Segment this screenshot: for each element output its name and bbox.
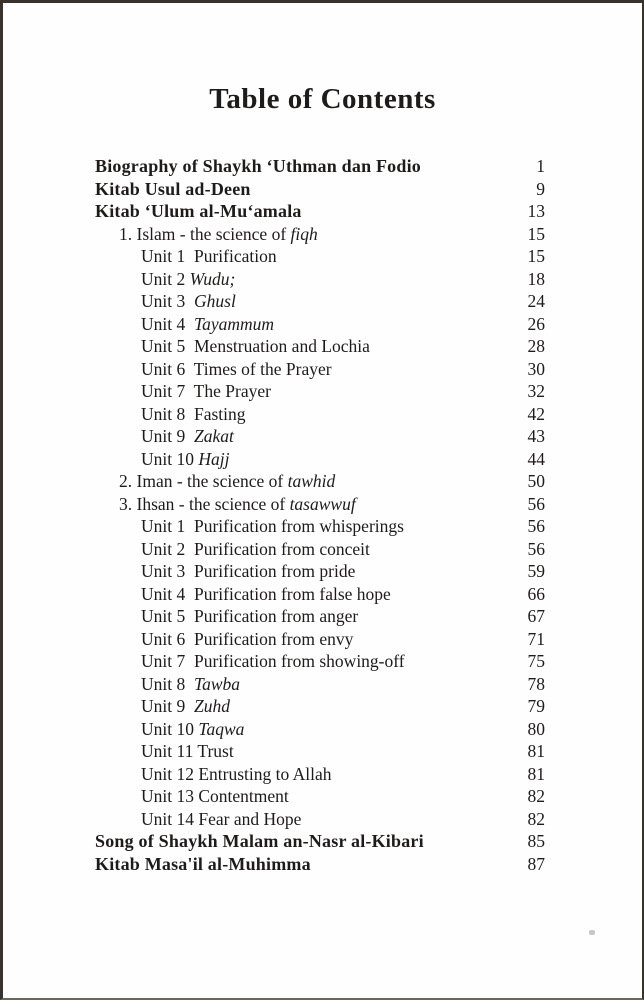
- toc-entry-term-italic: Taqwa: [198, 718, 245, 739]
- toc-row: [95, 380, 545, 403]
- toc-entry-term-italic: Tawba: [194, 673, 241, 694]
- toc-row: [95, 493, 545, 516]
- toc-entry-label: Biography of Shaykh ‘Uthman dan Fodio: [95, 156, 421, 176]
- toc-entry-page: 80: [527, 718, 545, 739]
- toc-row: [95, 583, 545, 606]
- toc-entry-page: 9: [536, 178, 545, 199]
- toc-entry-label: Unit 1 Purification from whisperings: [141, 516, 404, 536]
- toc-entry-page: 26: [527, 313, 545, 334]
- toc-entry-page: 82: [527, 808, 545, 829]
- toc-entry-page: 79: [527, 696, 545, 716]
- toc-entry-term-italic: Tayammum: [194, 313, 275, 334]
- toc-row: [95, 673, 545, 696]
- toc-row: [95, 470, 545, 493]
- toc-row: [95, 628, 545, 651]
- toc-entry-label: 1. Islam - the science of fiqh: [119, 223, 318, 244]
- toc-entry-label: Unit 2 Wudu;: [141, 268, 236, 289]
- toc-row: [95, 718, 545, 741]
- toc-entry-label: Unit 14 Fear and Hope: [141, 808, 302, 829]
- toc-row: [95, 403, 545, 426]
- toc-entry-term-italic: fiqh: [290, 223, 318, 244]
- toc-entry-term-italic: Hajj: [198, 448, 230, 469]
- toc-entry-label: Unit 5 Purification from anger: [141, 606, 359, 626]
- toc-entry-label: 2. Iman - the science of tawhid: [119, 471, 336, 491]
- toc-row: [95, 335, 545, 358]
- toc-entry-page: 15: [527, 223, 545, 244]
- toc-entry-page: 81: [527, 741, 545, 761]
- toc-entry-label: Unit 3 Ghusl: [141, 291, 236, 311]
- toc-entry-term-italic: tasawwuf: [289, 493, 356, 514]
- toc-row: [95, 313, 545, 336]
- toc-entry-page: 44: [527, 448, 545, 469]
- toc-entry-page: 30: [527, 358, 545, 379]
- toc-entry-label: Unit 4 Purification from false hope: [141, 583, 391, 604]
- toc-entry-page: 81: [527, 763, 545, 784]
- toc-entry-page: 82: [527, 786, 545, 806]
- scan-artifact: [589, 930, 595, 935]
- toc-entry-term-italic: Zakat: [194, 426, 234, 446]
- toc-row: [95, 560, 545, 583]
- toc-row: [95, 853, 545, 876]
- toc-entry-page: 13: [527, 201, 545, 221]
- toc-entry-label: Unit 9 Zuhd: [141, 696, 230, 716]
- toc-entry-page: 66: [527, 583, 545, 604]
- toc-entry-label: Unit 8 Fasting: [141, 403, 246, 424]
- toc-entry-page: 75: [527, 651, 545, 671]
- toc-entry-page: 59: [527, 561, 545, 581]
- toc-row: [95, 200, 545, 223]
- toc-entry-page: 56: [527, 538, 545, 559]
- toc-entry-page: 50: [527, 471, 545, 491]
- toc-entry-label: Unit 11 Trust: [141, 741, 234, 761]
- toc-entry-page: 71: [527, 628, 545, 649]
- toc-row: [95, 268, 545, 291]
- toc-row: [95, 425, 545, 448]
- toc-entry-label: Unit 10 Hajj: [141, 448, 230, 469]
- toc-row: [95, 785, 545, 808]
- toc-entry-label: Unit 8 Tawba: [141, 673, 241, 694]
- toc-entry-page: 32: [527, 381, 545, 401]
- toc-row: [95, 358, 545, 381]
- toc-entry-term-italic: tawhid: [287, 471, 336, 491]
- toc-entry-label: Unit 4 Tayammum: [141, 313, 275, 334]
- page-title: Table of Contents: [209, 83, 436, 115]
- toc-list: [95, 155, 545, 875]
- toc-entry-page: 28: [527, 336, 545, 356]
- toc-entry-page: 15: [527, 246, 545, 266]
- toc-entry-label: Unit 6 Times of the Prayer: [141, 358, 332, 379]
- toc-row: [95, 650, 545, 673]
- toc-entry-term-italic: Zuhd: [194, 696, 230, 716]
- toc-entry-label: Kitab Masa'il al-Muhimma: [95, 853, 311, 874]
- toc-row: [95, 605, 545, 628]
- toc-entry-page: 43: [527, 426, 545, 446]
- toc-entry-label: 3. Ihsan - the science of tasawwuf: [119, 493, 356, 514]
- toc-entry-term-italic: Wudu;: [189, 268, 236, 289]
- toc-entry-page: 24: [527, 291, 545, 311]
- toc-row: [95, 448, 545, 471]
- toc-row: [95, 740, 545, 763]
- toc-entry-label: Unit 5 Menstruation and Lochia: [141, 336, 370, 356]
- toc-entry-label: Unit 3 Purification from pride: [141, 561, 356, 581]
- toc-row: [95, 515, 545, 538]
- toc-entry-label: Unit 9 Zakat: [141, 426, 234, 446]
- toc-entry-term-italic: Ghusl: [194, 291, 236, 311]
- toc-entry-page: 18: [527, 268, 545, 289]
- toc-entry-label: Unit 7 The Prayer: [141, 381, 271, 401]
- toc-entry-label: Kitab ‘Ulum al-Mu‘amala: [95, 201, 302, 221]
- toc-entry-label: Unit 1 Purification: [141, 246, 277, 266]
- toc-entry-page: 42: [527, 403, 545, 424]
- toc-entry-label: Unit 10 Taqwa: [141, 718, 245, 739]
- toc-entry-label: Unit 2 Purification from conceit: [141, 538, 370, 559]
- toc-entry-page: 87: [527, 853, 545, 874]
- toc-row: [95, 763, 545, 786]
- toc-entry-label: Unit 12 Entrusting to Allah: [141, 763, 332, 784]
- toc-entry-page: 85: [527, 831, 545, 851]
- toc-entry-label: Unit 13 Contentment: [141, 786, 289, 806]
- toc-row: [95, 538, 545, 561]
- toc-entry-label: Unit 7 Purification from showing-off: [141, 651, 405, 671]
- toc-entry-page: 78: [527, 673, 545, 694]
- toc-row: [95, 830, 545, 853]
- toc-entry-page: 56: [527, 516, 545, 536]
- toc-row: [95, 808, 545, 831]
- toc-entry-label: Unit 6 Purification from envy: [141, 628, 354, 649]
- toc-entry-page: 1: [536, 156, 545, 176]
- toc-entry-label: Kitab Usul ad-Deen: [95, 178, 251, 199]
- toc-row: [95, 178, 545, 201]
- toc-entry-page: 67: [527, 606, 545, 626]
- toc-entry-page: 56: [527, 493, 545, 514]
- toc-row: [95, 290, 545, 313]
- toc-entry-label: Song of Shaykh Malam an-Nasr al-Kibari: [95, 831, 424, 851]
- toc-row: [95, 695, 545, 718]
- toc-row: [95, 223, 545, 246]
- toc-row: [95, 155, 545, 178]
- toc-row: [95, 245, 545, 268]
